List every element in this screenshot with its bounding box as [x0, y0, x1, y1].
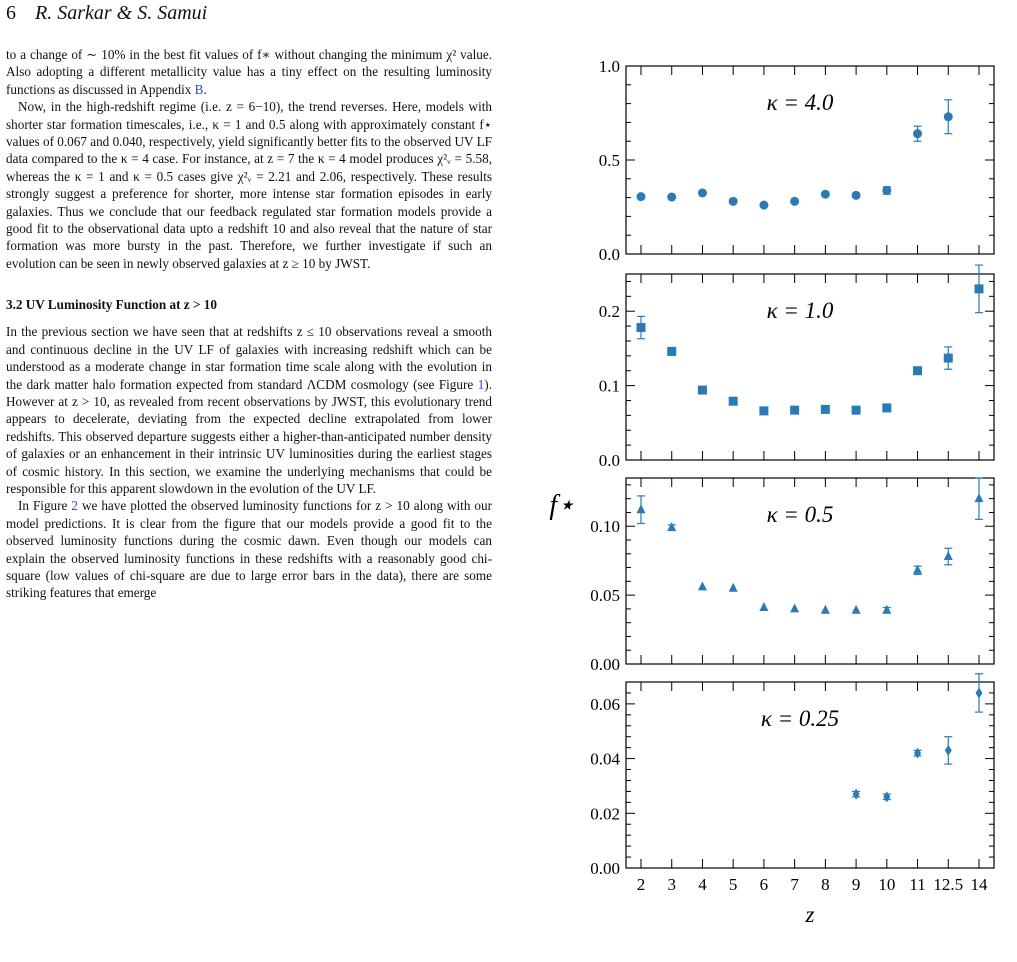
data-point	[637, 323, 646, 332]
y-tick-label: 0.0	[598, 245, 620, 264]
data-point	[698, 581, 707, 590]
data-point	[913, 129, 922, 138]
x-tick-label: 6	[759, 875, 769, 894]
panel-label: κ = 4.0	[766, 90, 834, 115]
data-point	[976, 687, 983, 698]
data-point	[882, 186, 891, 195]
data-point	[667, 193, 676, 202]
y-tick-label: 0.5	[598, 151, 620, 170]
y-tick-label: 0.06	[590, 694, 620, 714]
data-point	[944, 354, 953, 363]
y-axis-label: f⋆	[549, 490, 575, 521]
x-tick-label: 12.5	[933, 875, 964, 894]
data-point	[667, 522, 676, 531]
data-point	[790, 197, 799, 206]
paragraph-1: to a change of ∼ 10% in the best fit values of f∗ without changing the minimum χ² value. Also adopting a different metallicity value has a tiny effect on the resulting luminosity functions as discussed in Appendix B.	[6, 47, 492, 97]
data-point	[698, 386, 707, 395]
data-point	[944, 112, 953, 121]
data-point	[729, 583, 738, 592]
data-point	[883, 791, 890, 802]
y-tick-label: 1.0	[598, 57, 620, 76]
data-point	[821, 405, 830, 414]
data-point	[852, 406, 861, 415]
data-point	[852, 191, 861, 200]
x-tick-label: 11	[909, 875, 926, 894]
data-point	[852, 605, 861, 614]
data-point	[790, 406, 799, 415]
data-point	[667, 347, 676, 356]
data-point	[759, 406, 768, 415]
paragraph-3: In the previous section we have seen that at redshifts z ≤ 10 observations reveal a smooth and continuous decline in the UV LF of galaxies with increasing redshift which can be understood as a moderate change in star formation time scale along with the evolution in the dark matter halo formation expected from standard ΛCDM cosmology (see Figure 1). However at z > 10, as revealed from recent observations by JWST, this evolutionary trend appears to decelerate, deviating from the expected decline extrapolated from lower redshifts. This observed departure suggests either a higher-than-anticipated number density of galaxies or an enhancement in their intrinsic UV luminosities during the earliest stages of cosmic history. In this section, we examine the underlying mechanisms that could be responsible for this apparent slowdown in the evolution of the UV LF.	[6, 324, 492, 496]
y-tick-label: 0.00	[590, 655, 620, 674]
x-tick-label: 9	[851, 875, 861, 894]
y-tick-label: 0.0	[598, 451, 620, 470]
data-point	[759, 602, 768, 611]
section-heading: 3.2 UV Luminosity Function at z > 10	[6, 297, 217, 313]
x-axis-label: z	[805, 902, 815, 927]
x-tick-label: 2	[636, 875, 646, 894]
page-number: 6	[6, 2, 16, 24]
x-tick-label: 10	[878, 875, 896, 894]
x-tick-label: 5	[728, 875, 738, 894]
data-point	[729, 397, 738, 406]
data-point	[698, 188, 707, 197]
x-tick-label: 8	[821, 875, 830, 894]
y-tick-label: 0.02	[590, 804, 620, 824]
figure-1-link[interactable]: 1	[477, 376, 485, 392]
text-column	[6, 46, 492, 602]
x-tick-label: 14	[970, 875, 988, 894]
data-point	[729, 197, 738, 206]
page-header	[6, 0, 207, 26]
x-tick-label: 4	[698, 875, 707, 894]
data-point	[944, 551, 953, 560]
panel-label: κ = 0.5	[766, 502, 834, 527]
data-point	[637, 504, 646, 513]
data-point	[945, 745, 952, 756]
figure-2-link[interactable]: 2	[71, 498, 78, 514]
y-tick-label: 0.04	[590, 749, 620, 769]
data-point	[821, 190, 830, 199]
data-point	[913, 366, 922, 375]
y-tick-label: 0.05	[590, 586, 620, 606]
data-point	[914, 748, 921, 759]
data-point	[853, 789, 860, 800]
data-point	[975, 284, 984, 293]
appendix-link[interactable]: B	[194, 81, 204, 97]
y-tick-label: 0.10	[590, 517, 620, 537]
panel-label: κ = 1.0	[766, 298, 834, 323]
y-tick-label: 0.1	[598, 376, 620, 396]
data-point	[790, 603, 799, 612]
data-point	[882, 605, 891, 614]
y-tick-label: 0.2	[598, 302, 620, 322]
fstar-figure	[548, 48, 1003, 956]
data-point	[882, 403, 891, 412]
paragraph-4: In Figure 2 we have plotted the observed luminosity functions for z > 10 along with our model predictions. It is clear from the figure that our models provide a good fit to the observed luminosity functions during the cosmic dawn. Even though our models can explain the observed luminosity functions in these redshifts with a reasonably good chi-square (low values of chi-square are due to large error bars in the data), there are some striking features that emerge	[6, 498, 493, 601]
paragraph-2: Now, in the high-redshift regime (i.e. z = 6−10), the trend reverses. Here, models with shorter star formation timescales, i.e., κ = 1 and 0.5 along with approximately constant f⋆ values of 0.067 and 0.040, respectively, yield significantly better fits to the observed UV LF data compared to the κ = 4 case. For instance, at z = 7 the κ = 4 model produces χ²ᵥ = 5.58, whereas the κ = 1 and κ = 0.5 cases give χ²ᵥ = 2.21 and 2.06, respectively. These results strongly suggest a preference for shorter, more intense star formation episodes in early galaxies. Thus we conclude that our feedback regulated star formation models provide a good fit to the observational data upto a redshift 10 and also reveal that the nature of star formation was more bursty in the past. Therefore, we further investigate if such an evolution can be seen in newly observed galaxies at z ≥ 10 by JWST.	[6, 99, 492, 271]
data-point	[975, 493, 984, 502]
x-tick-label: 3	[667, 875, 676, 894]
y-tick-label: 0.00	[590, 859, 620, 878]
data-point	[821, 605, 830, 614]
data-point	[637, 192, 646, 201]
panel-label: κ = 0.25	[760, 706, 840, 731]
x-tick-label: 7	[790, 875, 799, 894]
data-point	[759, 201, 768, 210]
running-authors: R. Sarkar & S. Samui	[35, 2, 208, 24]
